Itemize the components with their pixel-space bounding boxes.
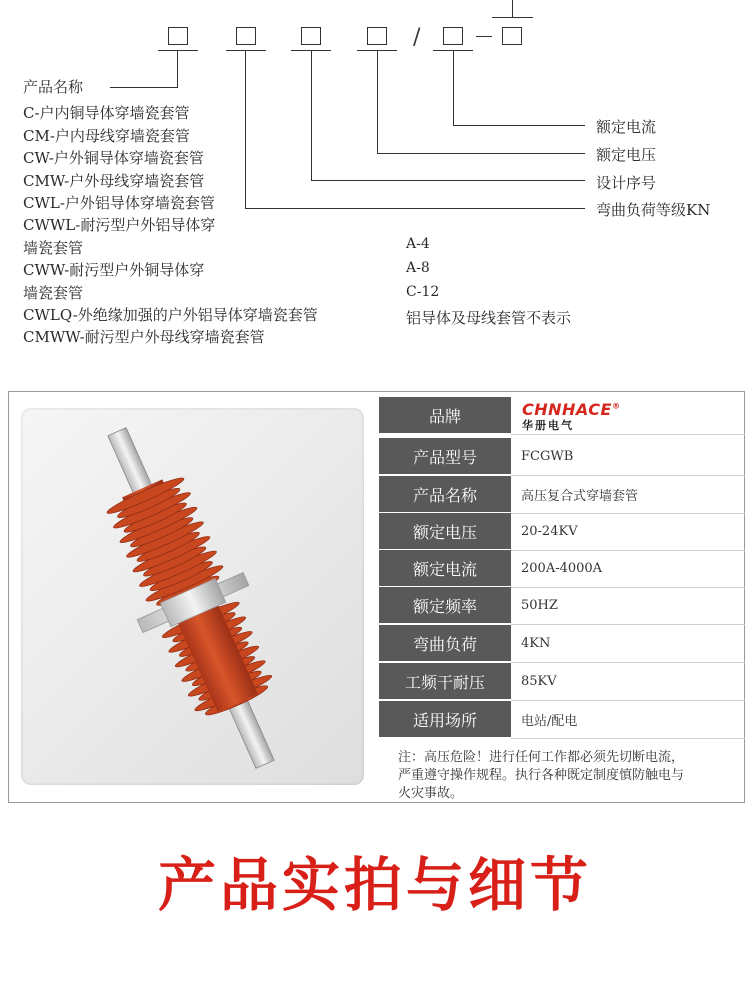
spec-value: 电站/配电 xyxy=(521,713,578,729)
wall-bushing-image xyxy=(21,408,364,785)
note-line: 注：高压危险！进行任何工作都必须先切断电流， xyxy=(398,750,685,765)
def-line: 产品名称 xyxy=(23,78,84,96)
code-underline-1 xyxy=(158,50,198,51)
spec-row xyxy=(379,513,745,551)
code-box-2 xyxy=(236,27,256,45)
spec-row xyxy=(379,625,745,663)
def-line: CWWL-耐污型户外铝导体穿 xyxy=(23,216,216,235)
spec-key: 额定电流 xyxy=(379,550,511,586)
leader-5-h xyxy=(453,125,585,126)
spec-row xyxy=(379,476,745,514)
code-separator: / xyxy=(413,25,421,50)
spec-value: 20-24KV xyxy=(521,523,578,539)
def-line: CWW-耐污型户外铜导体穿 xyxy=(23,261,205,280)
label-bending-load-grade: 弯曲负荷等级KN xyxy=(596,201,711,219)
def-line: 墙瓷套管 xyxy=(23,238,84,257)
leader-4-h xyxy=(377,153,585,154)
leader-5-v xyxy=(453,50,454,125)
spec-key: 工频干耐压 xyxy=(379,663,511,699)
code-box-1 xyxy=(168,27,188,45)
spec-key: 弯曲负荷 xyxy=(379,625,511,661)
spec-row-divider xyxy=(511,434,745,435)
section-title: 产品实拍与细节 xyxy=(157,851,592,919)
brand-name-en-text: CHNHACE xyxy=(522,400,612,419)
def-line: CM-户内母线穿墙瓷套管 xyxy=(23,126,190,145)
def-line: 墙瓷套管 xyxy=(23,283,84,302)
spec-value: 高压复合式穿墙套管 xyxy=(521,488,639,504)
spec-value: 50HZ xyxy=(521,597,558,613)
label-design-serial: 设计序号 xyxy=(596,174,657,192)
spec-row xyxy=(379,550,745,588)
def-line: CW-户外铜导体穿墙瓷套管 xyxy=(23,149,204,168)
spec-value: 85KV xyxy=(521,673,557,689)
spec-row xyxy=(379,663,745,701)
product-photo xyxy=(21,408,364,785)
brand-logo xyxy=(522,400,620,433)
def-line: CWLQ-外绝缘加强的户外铝导体穿墙瓷套管 xyxy=(23,306,318,325)
code-underline-2 xyxy=(226,50,266,51)
spec-row xyxy=(379,701,745,739)
label-rated-voltage: 额定电压 xyxy=(596,146,657,164)
model-definitions xyxy=(23,76,318,349)
spec-key: 额定电压 xyxy=(379,513,511,549)
code-bracket-top xyxy=(492,17,533,18)
leader-4-v xyxy=(377,50,378,153)
def-line: CMWW-耐污型户外母线穿墙瓷套管 xyxy=(23,328,265,347)
spec-key: 额定频率 xyxy=(379,587,511,623)
spec-key: 品牌 xyxy=(379,397,511,433)
load-level: A-4 xyxy=(406,236,430,252)
def-line: CMW-户外母线穿墙瓷套管 xyxy=(23,171,205,190)
spec-key: 适用场所 xyxy=(379,701,511,737)
spec-value: 200A-4000A xyxy=(521,560,603,576)
label-rated-current: 额定电流 xyxy=(596,118,657,136)
code-box-5 xyxy=(443,27,463,45)
def-line: CWL-户外铝导体穿墙瓷套管 xyxy=(23,194,215,213)
spec-row xyxy=(379,438,745,476)
note-line: 火灾事故。 xyxy=(398,786,464,801)
safety-note xyxy=(398,749,738,803)
load-level: A-8 xyxy=(406,260,430,276)
def-line: C-户内铜导体穿墙瓷套管 xyxy=(23,104,190,123)
code-box-3 xyxy=(301,27,321,45)
spec-key: 产品名称 xyxy=(379,476,511,512)
code-box-4 xyxy=(367,27,387,45)
spec-value: FCGWB xyxy=(521,448,574,464)
code-box-6 xyxy=(502,27,522,45)
code-bracket-stem xyxy=(512,0,513,17)
load-level: 铝导体及母线套管不表示 xyxy=(406,309,572,327)
load-level: C-12 xyxy=(406,284,440,300)
spec-row-divider xyxy=(511,738,745,739)
note-line: 严重遵守操作规程。执行各种既定制度慎防触电与 xyxy=(398,768,685,783)
spec-row xyxy=(379,587,745,625)
spec-key: 产品型号 xyxy=(379,438,511,474)
leader-3-h xyxy=(311,180,585,181)
code-dash xyxy=(476,36,492,37)
spec-value: 4KN xyxy=(521,635,551,651)
registered-mark: ® xyxy=(611,401,621,411)
brand-name-cn: 华册电气 xyxy=(522,419,574,432)
spec-row xyxy=(379,397,745,435)
